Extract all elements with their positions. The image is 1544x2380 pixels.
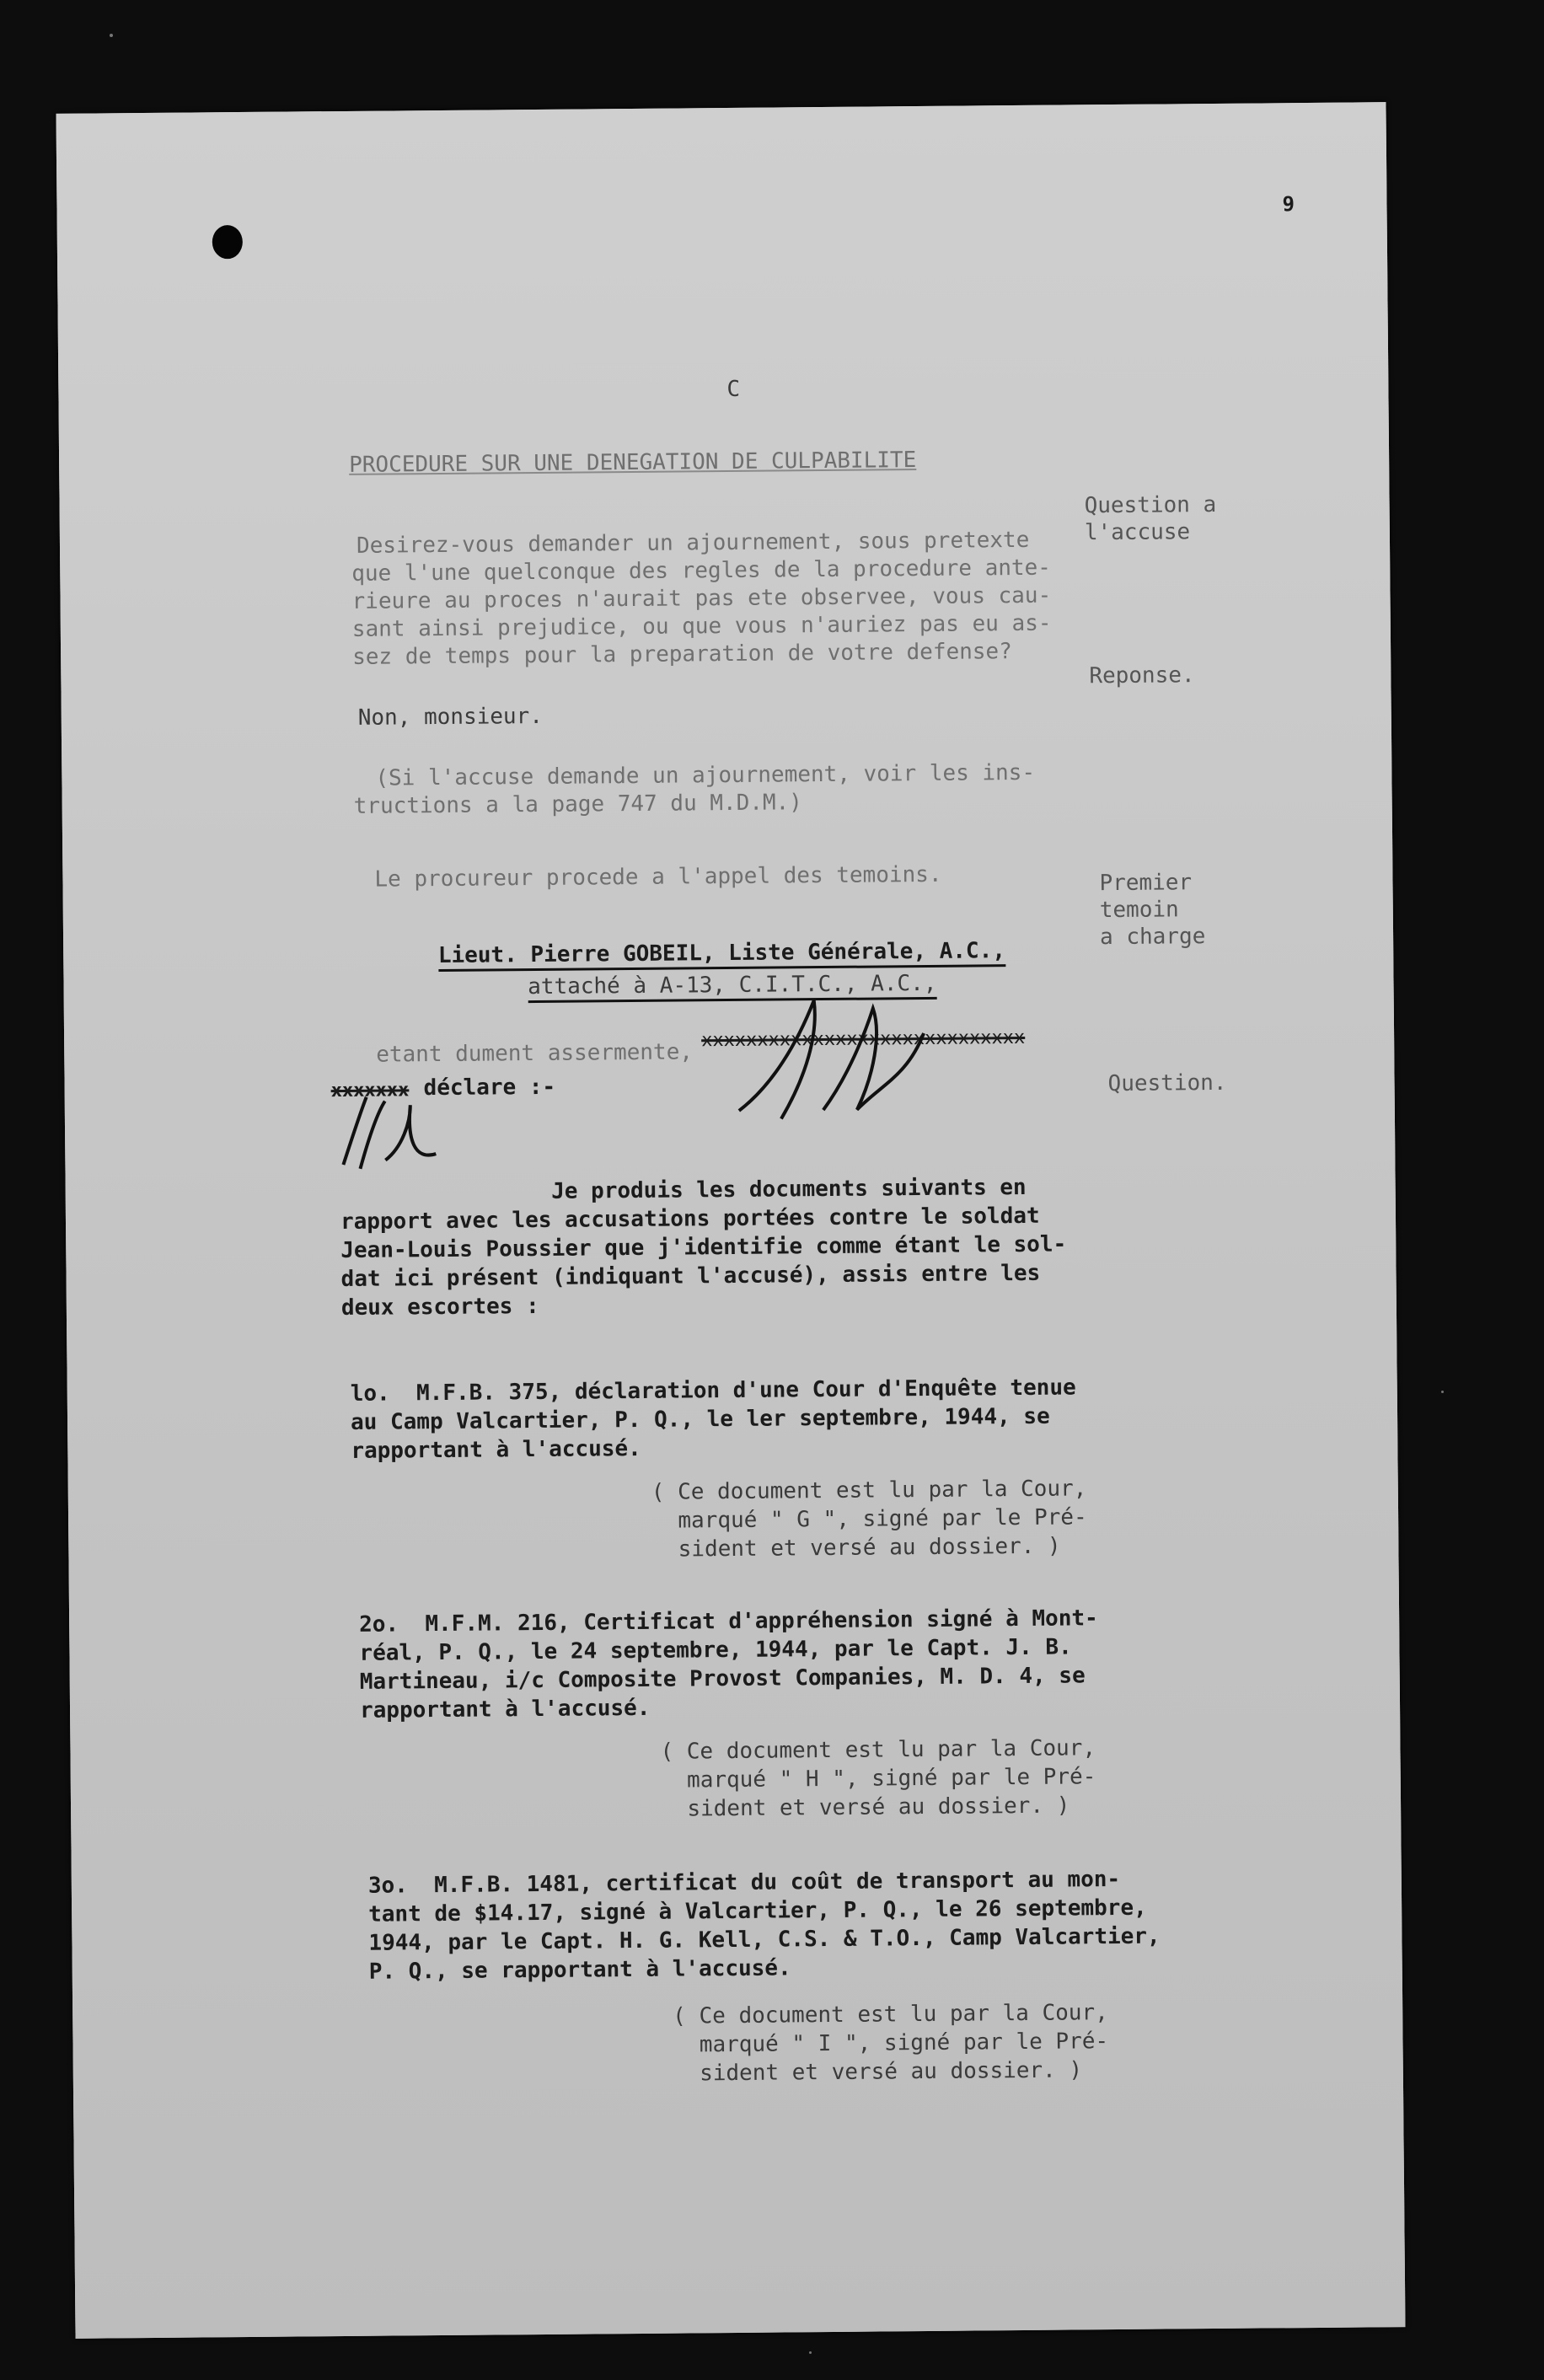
section-letter: C [726, 376, 741, 403]
margin-note-reponse: Reponse. [1089, 662, 1195, 689]
sworn-strikeout: xxxxxxxxxxxxxxxxxxxxxxxxxxxxx [701, 1027, 1026, 1052]
prosecutor-line: Le procureur procede a l'appel des temoins. [374, 861, 942, 892]
page-number: 9 [1282, 192, 1295, 217]
declare-text: déclare :- [423, 1074, 556, 1102]
declare-strikeout: xxxxxxx [330, 1080, 410, 1102]
sworn-text: etant dument assermente, [376, 1039, 694, 1068]
answer-text: Non, monsieur. [357, 703, 544, 731]
document-page: 9 C PROCEDURE SUR UNE DENEGATION DE CULPABILITE Desirez-vous demander un ajournement, sous pretexte que l'une quelconque des regles de la procedure ante- rieure au proces n'aurait pas ete observee, vous cau- sant ainsi prejudice, ou que vous n'auriez pas eu as- sez de temps pour la preparation de votre defense? Question a l'accuse Non, monsieur. Reponse. (Si l'accuse demande un ajournement, voir les ins- tructions a la page 747 du M.D.M.) Le procureur procede a l'appel des temoins. Lieut. Pierre GOBEIL, Liste Générale, A.C., attaché à A-13, C.I.T.C., A.C., Premier temoin a charge etant dument assermente, xxxxxxxxxxxxxxxxxxxxxxxxxxxxx xxxxxxx déclare :- Question. Je produis les documents suivants en rapport avec les accusations portées contre le soldat Jean-Louis Poussier que j'identifie comme étant le sol- dat ici présent (indiquant l'accusé), assis entre les deux escortes : lo. M.F.B. 375, déclaration d'une Cour d'Enquête tenue au Camp Valcartier, P. Q., le ler septembre, 1944, se rapportant à l'accusé. ( Ce document est lu par la Cour, marqué " G ", signé par le Pré- sident et versé au dossier. ) 2o. M.F.M. 216, Certificat d'appréhension signé à Mont- réal, P. Q., le 24 septembre, 1944, par le Capt. J. B. Martineau, i/c Composite Provost Companies, M. D. 4, se rapportant à l'accusé. ( Ce document est lu par la Cour, marqué " H ", signé par le Pré- sident et versé au dossier. ) 3o. M.F.B. 1481, certificat du coût de transport au mon- tant de $14.17, signé à Valcartier, P. Q., le 26 septembre, 1944, par le Capt. H. G. Kell, C.S. & T.O., Camp Valcartier, P. Q., se rapportant à l'accusé. ( Ce document est lu par la Cour, marqué " I ", signé par le Pré- sident et versé au dossier. ) [56, 102, 1406, 2339]
witness-posting-line: attaché à A-13, C.I.T.C., A.C., [474, 942, 937, 1030]
witness-name-line: Lieut. Pierre GOBEIL, Liste Générale, A.C., [385, 909, 1006, 998]
handwritten-initials-margin [326, 1088, 445, 1182]
section-heading: PROCEDURE SUR UNE DENEGATION DE CULPABILITE [349, 448, 917, 478]
handwritten-initials-signature [721, 983, 942, 1136]
margin-note-question: Question. [1107, 1069, 1227, 1097]
punch-hole [212, 225, 243, 259]
